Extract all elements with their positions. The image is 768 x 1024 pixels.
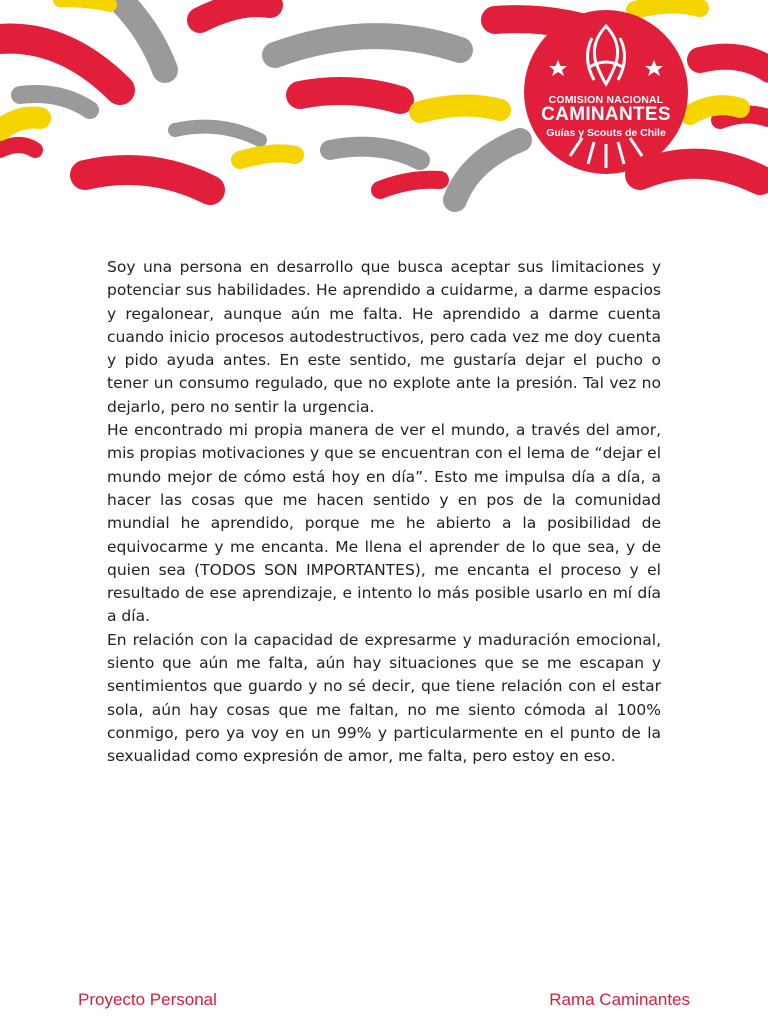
caminantes-logo	[522, 8, 690, 176]
logo-emblem-icon	[522, 8, 690, 176]
personal-project-text	[107, 256, 661, 769]
footer-project-label: Proyecto Personal	[78, 990, 217, 1009]
logo-text-organization: Guías y Scouts de Chile	[546, 127, 666, 139]
paragraph: Soy una persona en desarrollo que busca aceptar sus limitaciones y potenciar sus habilidades. He aprendido a cuidarme, a darme espacios y regalonear, aunque aún me falta. He aprendido a darme cuenta cuando inicio procesos autodestructivos, pero cada vez me doy cuenta y pido ayuda antes. En este sentido, me gustaría dejar el pucho o tener un consumo regulado, que no explote ante la presión. Tal vez no dejarlo, pero no sentir la urgencia.	[107, 258, 661, 416]
paragraph: He encontrado mi propia manera de ver el mundo, a través del amor, mis propias motivaciones y que se encuentran con el lema de “dejar el mundo mejor de cómo está hoy en día”. Esto me impulsa día a día, a hacer las cosas que me hacen sentido y en pos de la comunidad mundial he aprendido, porque me he abierto a la posibilidad de equivocarme y me encanta. Me llena el aprender de lo que sea, y de quien sea (TODOS SON IMPORTANTES), me encanta el proceso y el resultado de ese aprendizaje, e intento lo más posible usarlo en mí día a día.	[107, 421, 661, 626]
logo-text-commission: COMISION NACIONAL	[548, 94, 664, 106]
footer-branch-label: Rama Caminantes	[549, 990, 690, 1009]
logo-text-caminantes: CAMINANTES	[541, 104, 671, 125]
paragraph: En relación con la capacidad de expresarme y maduración emocional, siento que aún me falta, aún hay situaciones que se me escapan y sentimientos que guardo y no sé decir, que tiene relación con el estar sola, aún hay cosas que me faltan, no me siento cómoda al 100% conmigo, pero ya voy en un 99% y particularmente en el punto de la sexualidad como expresión de amor, me falta, pero estoy en eso.	[107, 630, 661, 766]
